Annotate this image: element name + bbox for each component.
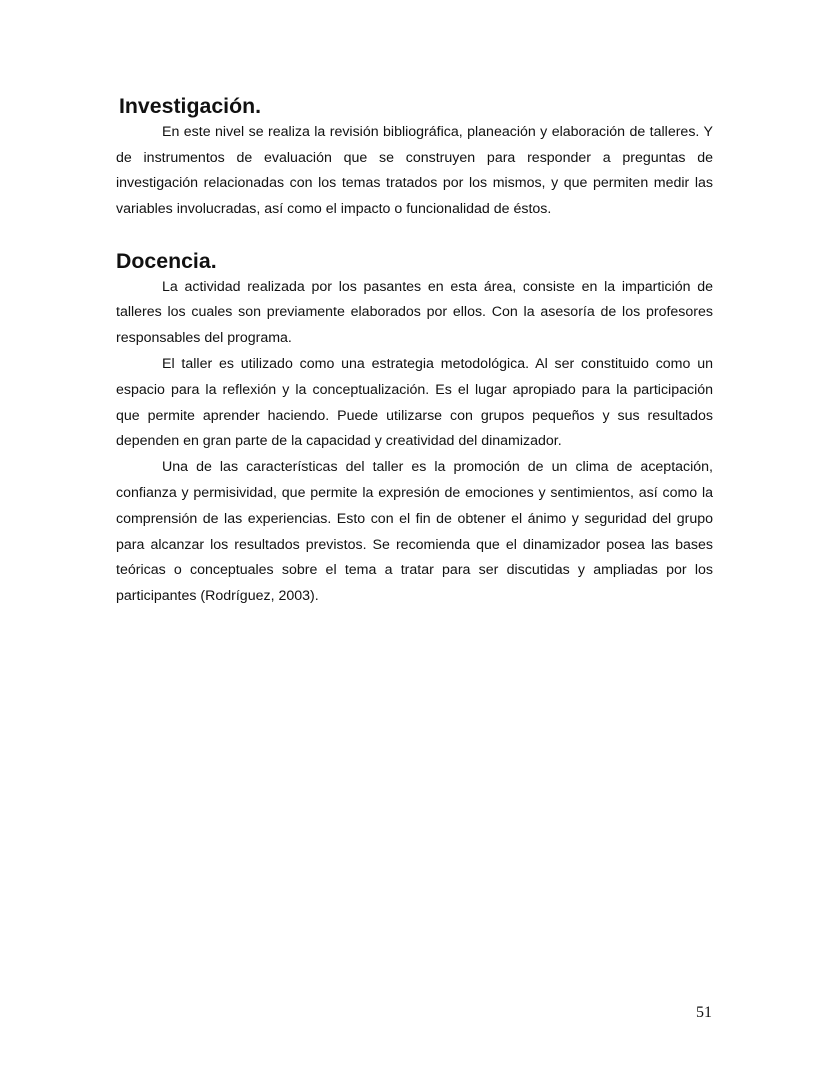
section-heading-docencia: Docencia. bbox=[116, 248, 217, 273]
section-docencia bbox=[116, 249, 713, 610]
section-investigacion bbox=[116, 94, 713, 223]
section-spacer bbox=[116, 223, 713, 249]
paragraph-investigacion-1: En este nivel se realiza la revisión bibliográfica, planeación y elaboración de talleres. Y de instrumentos de evaluación que se construyen para responder a preguntas de investigación relacionadas con los temas tratados por los mismos, y que permiten medir las variables involucradas, así como el impacto o funcionalidad de éstos. bbox=[116, 123, 713, 218]
document-body bbox=[116, 94, 713, 610]
section-heading-investigacion: Investigación. bbox=[119, 94, 262, 118]
paragraph-docencia-1: La actividad realizada por los pasantes en esta área, consiste en la impartición de talleres los cuales son previamente elaborados por ellos. Con la asesoría de los profesores responsables del programa. bbox=[116, 278, 713, 347]
paragraph-docencia-2: El taller es utilizado como una estrategia metodológica. Al ser constituido como un espacio para la reflexión y la conceptualización. Es el lugar apropiado para la participación que permite aprender haciendo. Puede utilizarse con grupos pequeños y sus resultados dependen en gran parte de la capacidad y creatividad del dinamizador. bbox=[116, 355, 713, 450]
paragraph-docencia-3: Una de las características del taller es la promoción de un clima de aceptación, confianza y permisividad, que permite la expresión de emociones y sentimientos, así como la comprensión de las experiencias. Esto con el fin de obtener el ánimo y seguridad del grupo para alcanzar los resultados previstos. Se recomienda que el dinamizador posea las bases teóricas o conceptuales sobre el tema a tratar para ser discutidas y ampliadas por los participantes (Rodríguez, 2003). bbox=[116, 459, 713, 605]
page-number: 51 bbox=[696, 1004, 712, 1021]
